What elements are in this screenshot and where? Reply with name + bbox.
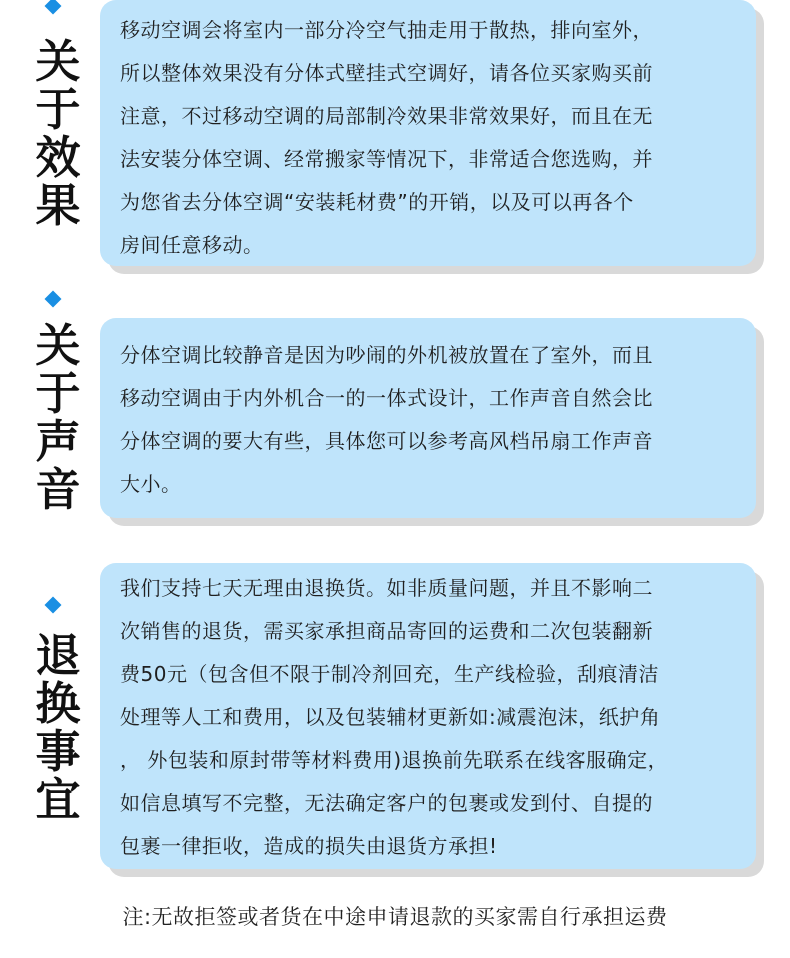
title-char: 关 (35, 35, 81, 88)
info-card (100, 318, 756, 518)
card-text-line: 次销售的退货，需买家承担商品寄回的运费和二次包装翻新 (120, 619, 653, 643)
card-text-line: 移动空调由于内外机合一的一体式设计，工作声音自然会比 (120, 386, 653, 410)
section-title (30, 35, 86, 232)
card-text-line: 我们支持七天无理由退换货。如非质量问题，并且不影响二 (120, 576, 653, 600)
card-text-line: 如信息填写不完整，无法确定客户的包裹或发到付、自提的 (120, 791, 653, 815)
card-text-line: 移动空调会将室内一部分冷空气抽走用于散热，排向室外， (120, 18, 653, 42)
title-char: 换 (35, 677, 81, 730)
info-card (100, 563, 756, 869)
title-char: 事 (35, 725, 81, 778)
card-text-line: 大小。 (120, 472, 182, 496)
card-text-line: 分体空调的要大有些，具体您可以参考高风档吊扇工作声音 (120, 429, 653, 453)
info-card (100, 0, 756, 266)
card-text-line: ， 外包装和原封带等材料费用)退换前先联系在线客服确定， (120, 748, 669, 772)
card-text-line: 所以整体效果没有分体式壁挂式空调好，请各位买家购买前 (120, 61, 653, 85)
title-char: 果 (35, 179, 81, 232)
card-text-line: 分体空调比较静音是因为吵闹的外机被放置在了室外，而且 (120, 343, 653, 367)
title-char: 关 (35, 319, 81, 372)
card-text-line: 房间任意移动。 (120, 233, 264, 257)
title-char: 退 (35, 629, 81, 682)
card-text-line: 注意，不过移动空调的局部制冷效果非常效果好，而且在无 (120, 104, 653, 128)
title-char: 宜 (35, 773, 81, 826)
card-text-line: 包裹一律拒收，造成的损失由退货方承担! (120, 834, 498, 858)
diamond-icon (45, 291, 62, 308)
title-char: 于 (35, 83, 81, 136)
card-text-line: 为您省去分体空调“安装耗材费”的开销，以及可以再各个 (120, 190, 634, 214)
title-char: 声 (35, 415, 81, 468)
title-char: 效 (35, 131, 81, 184)
card-text-line: 法安装分体空调、经常搬家等情况下，非常适合您选购，并 (120, 147, 653, 171)
title-char: 于 (35, 367, 81, 420)
card-text-line: 费50元（包含但不限于制冷剂回充，生产线检验，刮痕清洁 (120, 662, 659, 686)
card-text-line: 处理等人工和费用，以及包装辅材更新如:减震泡沫，纸护角 (120, 705, 661, 729)
diamond-icon (45, 597, 62, 614)
footer-note: 注:无故拒签或者货在中途申请退款的买家需自行承担运费 (122, 905, 668, 929)
section-title (30, 629, 86, 826)
diamond-icon (45, 0, 62, 14)
section-title (30, 319, 86, 516)
title-char: 音 (35, 463, 81, 516)
